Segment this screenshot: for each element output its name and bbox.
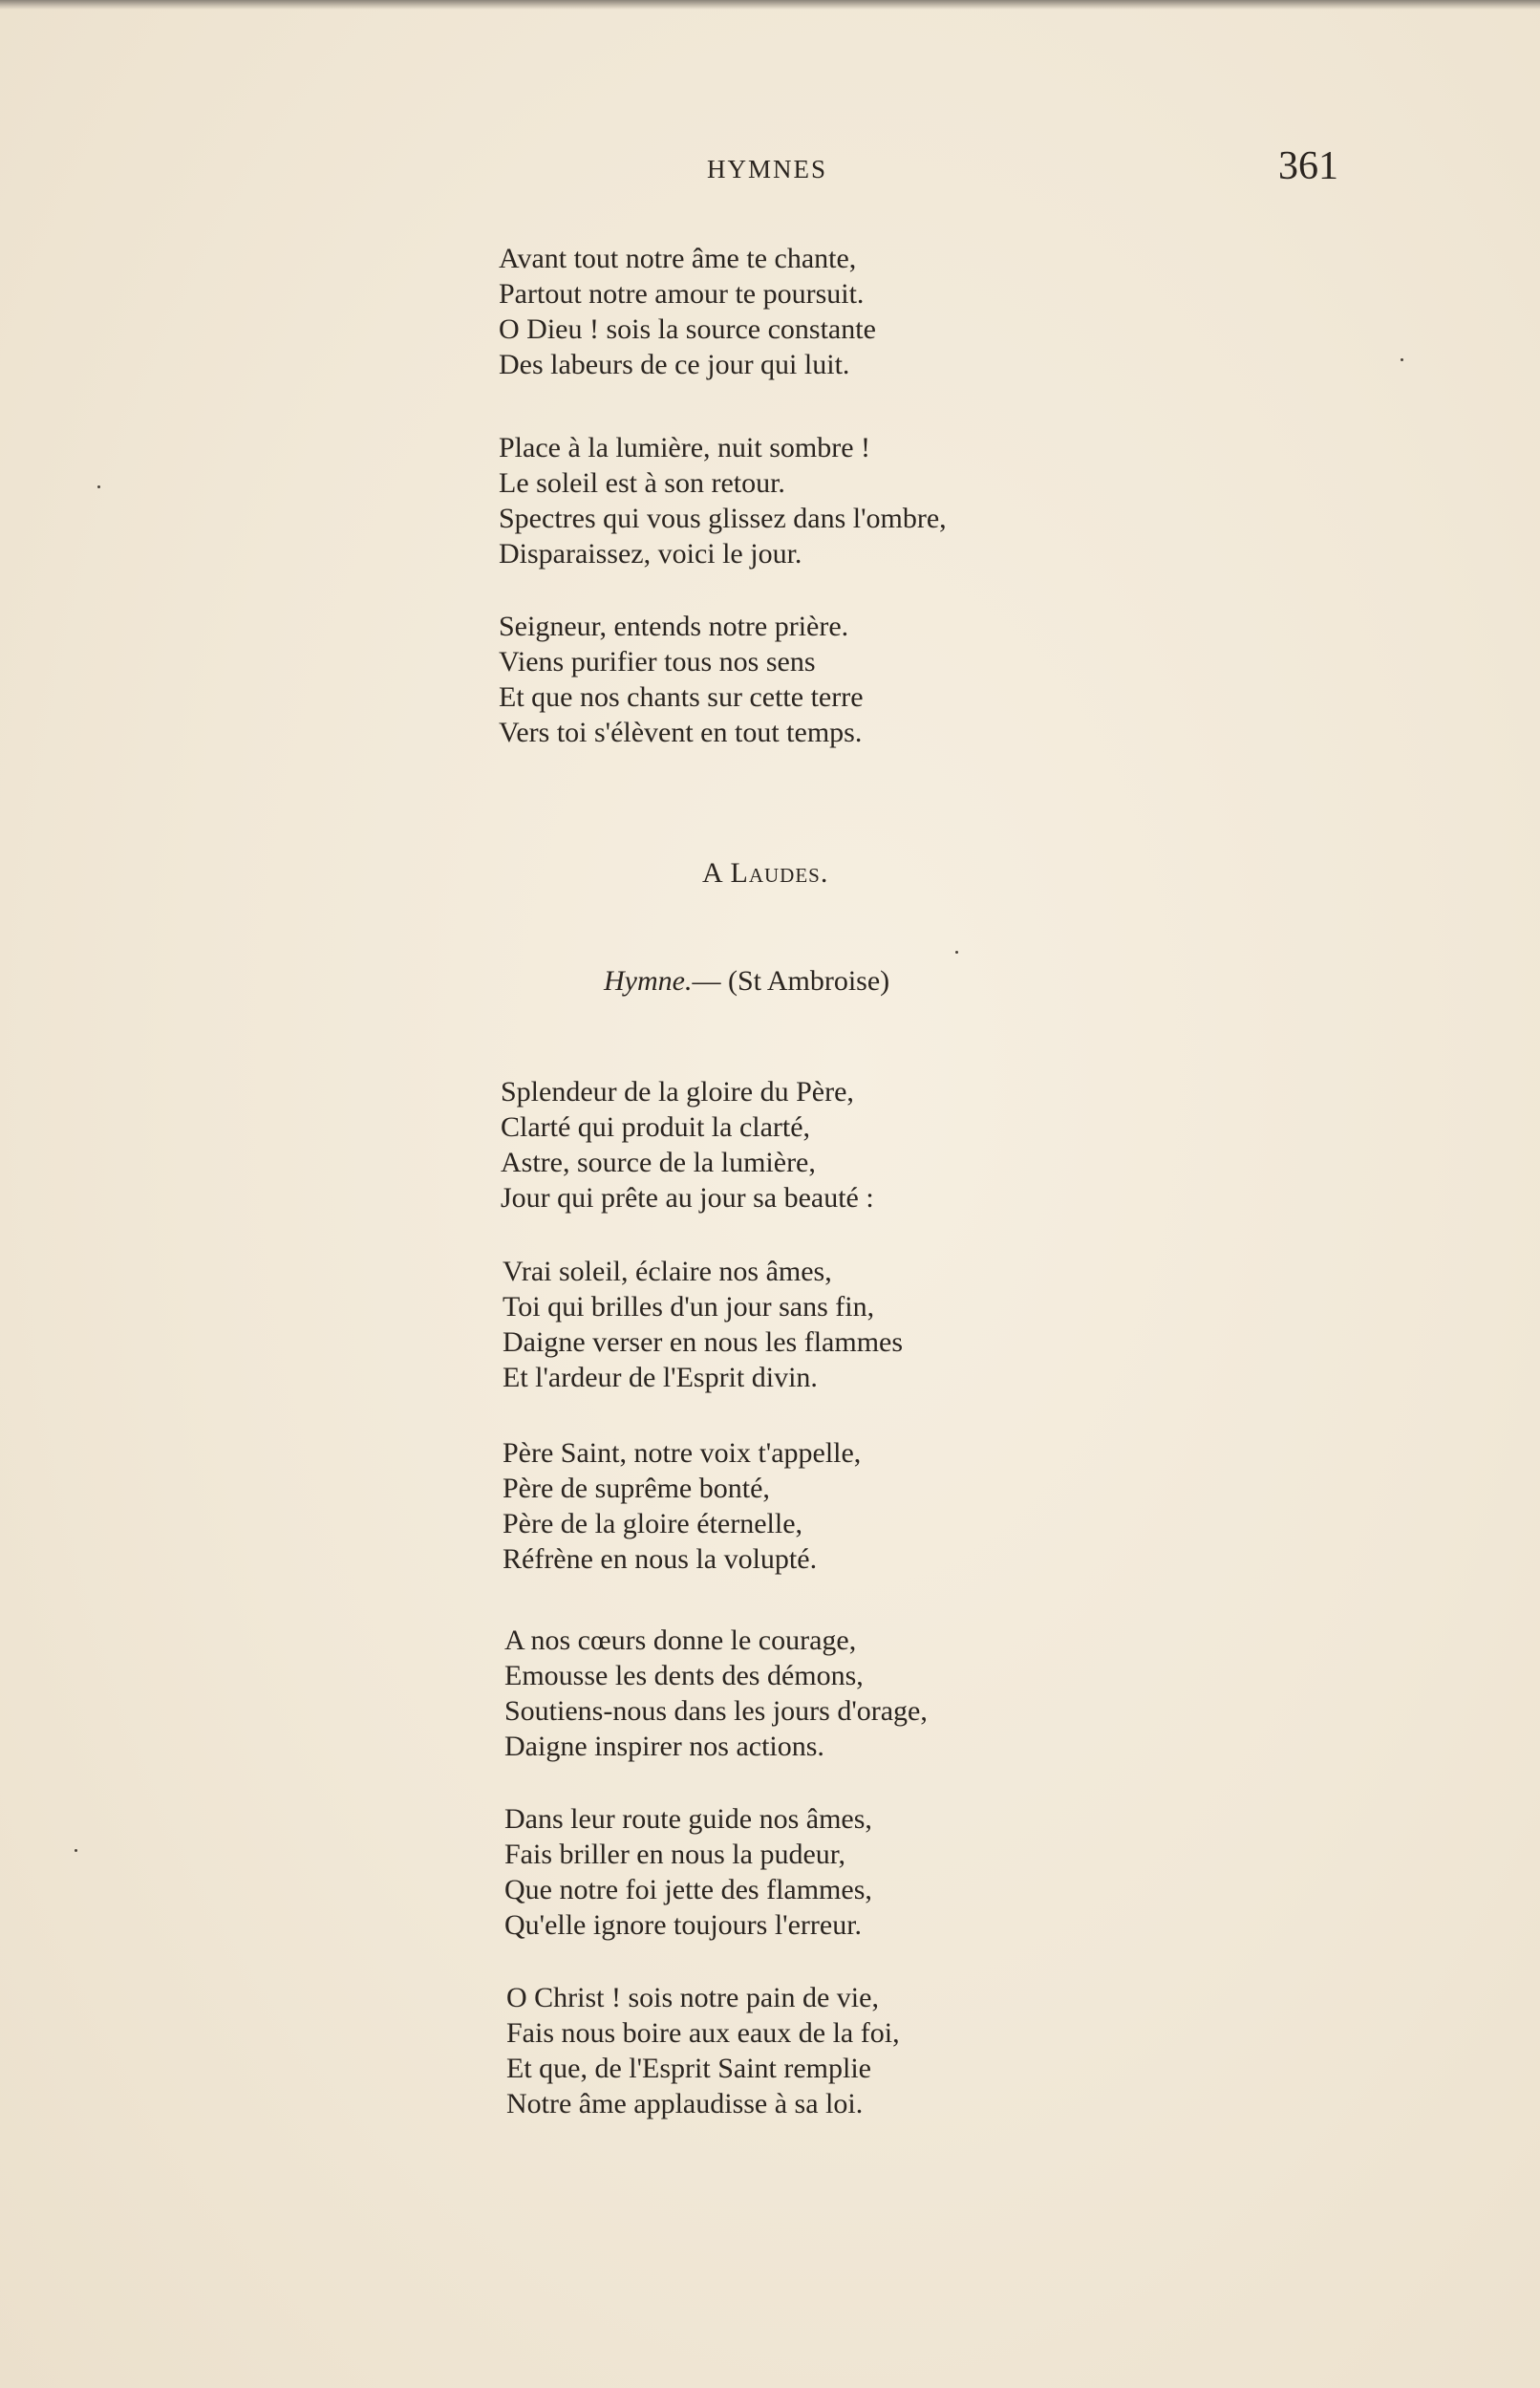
paper-speck — [1401, 358, 1403, 361]
verse-line: Jour qui prête au jour sa beauté : — [501, 1182, 874, 1214]
verse-line: Fais briller en nous la pudeur, — [504, 1839, 846, 1870]
verse-line: Viens purifier tous nos sens — [499, 646, 816, 678]
paper-speck — [97, 485, 100, 488]
paper-speck — [955, 951, 958, 954]
verse-line: Soutiens-nous dans les jours d'orage, — [504, 1695, 928, 1727]
verse-line: Père de suprême bonté, — [503, 1473, 770, 1504]
running-head: HYMNES — [707, 155, 828, 183]
hymn-label: Hymne. — [604, 965, 693, 997]
verse-line: Père Saint, notre voix t'appelle, — [503, 1437, 862, 1469]
verse-line: Vrai soleil, éclaire nos âmes, — [503, 1256, 832, 1287]
verse-line: O Christ ! sois notre pain de vie, — [506, 1982, 879, 2013]
verse-line: Notre âme applaudisse à sa loi. — [506, 2088, 864, 2119]
stanza-6 — [503, 1435, 861, 1577]
hymn-attribution: — (St Ambroise) — [692, 965, 890, 997]
verse-line: Astre, source de la lumière, — [501, 1147, 816, 1178]
paper-speck — [75, 1849, 77, 1852]
verse-line: Daigne inspirer nos actions. — [504, 1731, 824, 1762]
stanza-2 — [499, 430, 947, 571]
verse-line: O Dieu ! sois la source constante — [499, 313, 876, 345]
verse-line: Avant tout notre âme te chante, — [499, 243, 857, 274]
verse-line: Que notre foi jette des flammes, — [504, 1874, 872, 1905]
stanza-7 — [504, 1623, 928, 1764]
section-title: A Laudes. — [702, 857, 829, 889]
hymn-subtitle — [604, 965, 889, 998]
verse-line: Disparaissez, voici le jour. — [499, 538, 802, 570]
verse-line: Daigne verser en nous les flammes — [503, 1326, 904, 1358]
verse-line: Et que nos chants sur cette terre — [499, 681, 864, 713]
verse-line: Clarté qui produit la clarté, — [501, 1111, 811, 1143]
stanza-5 — [503, 1254, 903, 1395]
verse-line: Et l'ardeur de l'Esprit divin. — [503, 1362, 818, 1393]
verse-line: Et que, de l'Esprit Saint remplie — [506, 2053, 871, 2084]
verse-line: Partout notre amour te poursuit. — [499, 278, 865, 310]
verse-line: Fais nous boire aux eaux de la foi, — [506, 2017, 900, 2049]
verse-line: Vers toi s'élèvent en tout temps. — [499, 717, 863, 748]
stanza-8 — [504, 1801, 872, 1943]
verse-line: Le soleil est à son retour. — [499, 467, 785, 499]
verse-line: Qu'elle ignore toujours l'erreur. — [504, 1909, 863, 1941]
verse-line: A nos cœurs donne le courage, — [504, 1624, 857, 1656]
page-edge-shadow — [0, 0, 1540, 10]
verse-line: Emousse les dents des démons, — [504, 1660, 864, 1691]
stanza-9 — [506, 1980, 900, 2121]
stanza-4 — [501, 1074, 874, 1216]
verse-line: Seigneur, entends notre prière. — [499, 611, 849, 642]
verse-line: Spectres qui vous glissez dans l'ombre, — [499, 503, 947, 534]
verse-line: Toi qui brilles d'un jour sans fin, — [503, 1291, 875, 1323]
stanza-3 — [499, 609, 864, 750]
verse-line: Place à la lumière, nuit sombre ! — [499, 432, 871, 463]
page-number: 361 — [1278, 144, 1338, 188]
verse-line: Des labeurs de ce jour qui luit. — [499, 349, 850, 380]
verse-line: Père de la gloire éternelle, — [503, 1508, 803, 1539]
verse-line: Dans leur route guide nos âmes, — [504, 1803, 872, 1835]
verse-line: Splendeur de la gloire du Père, — [501, 1076, 854, 1108]
verse-line: Réfrène en nous la volupté. — [503, 1543, 818, 1575]
stanza-1 — [499, 241, 876, 382]
